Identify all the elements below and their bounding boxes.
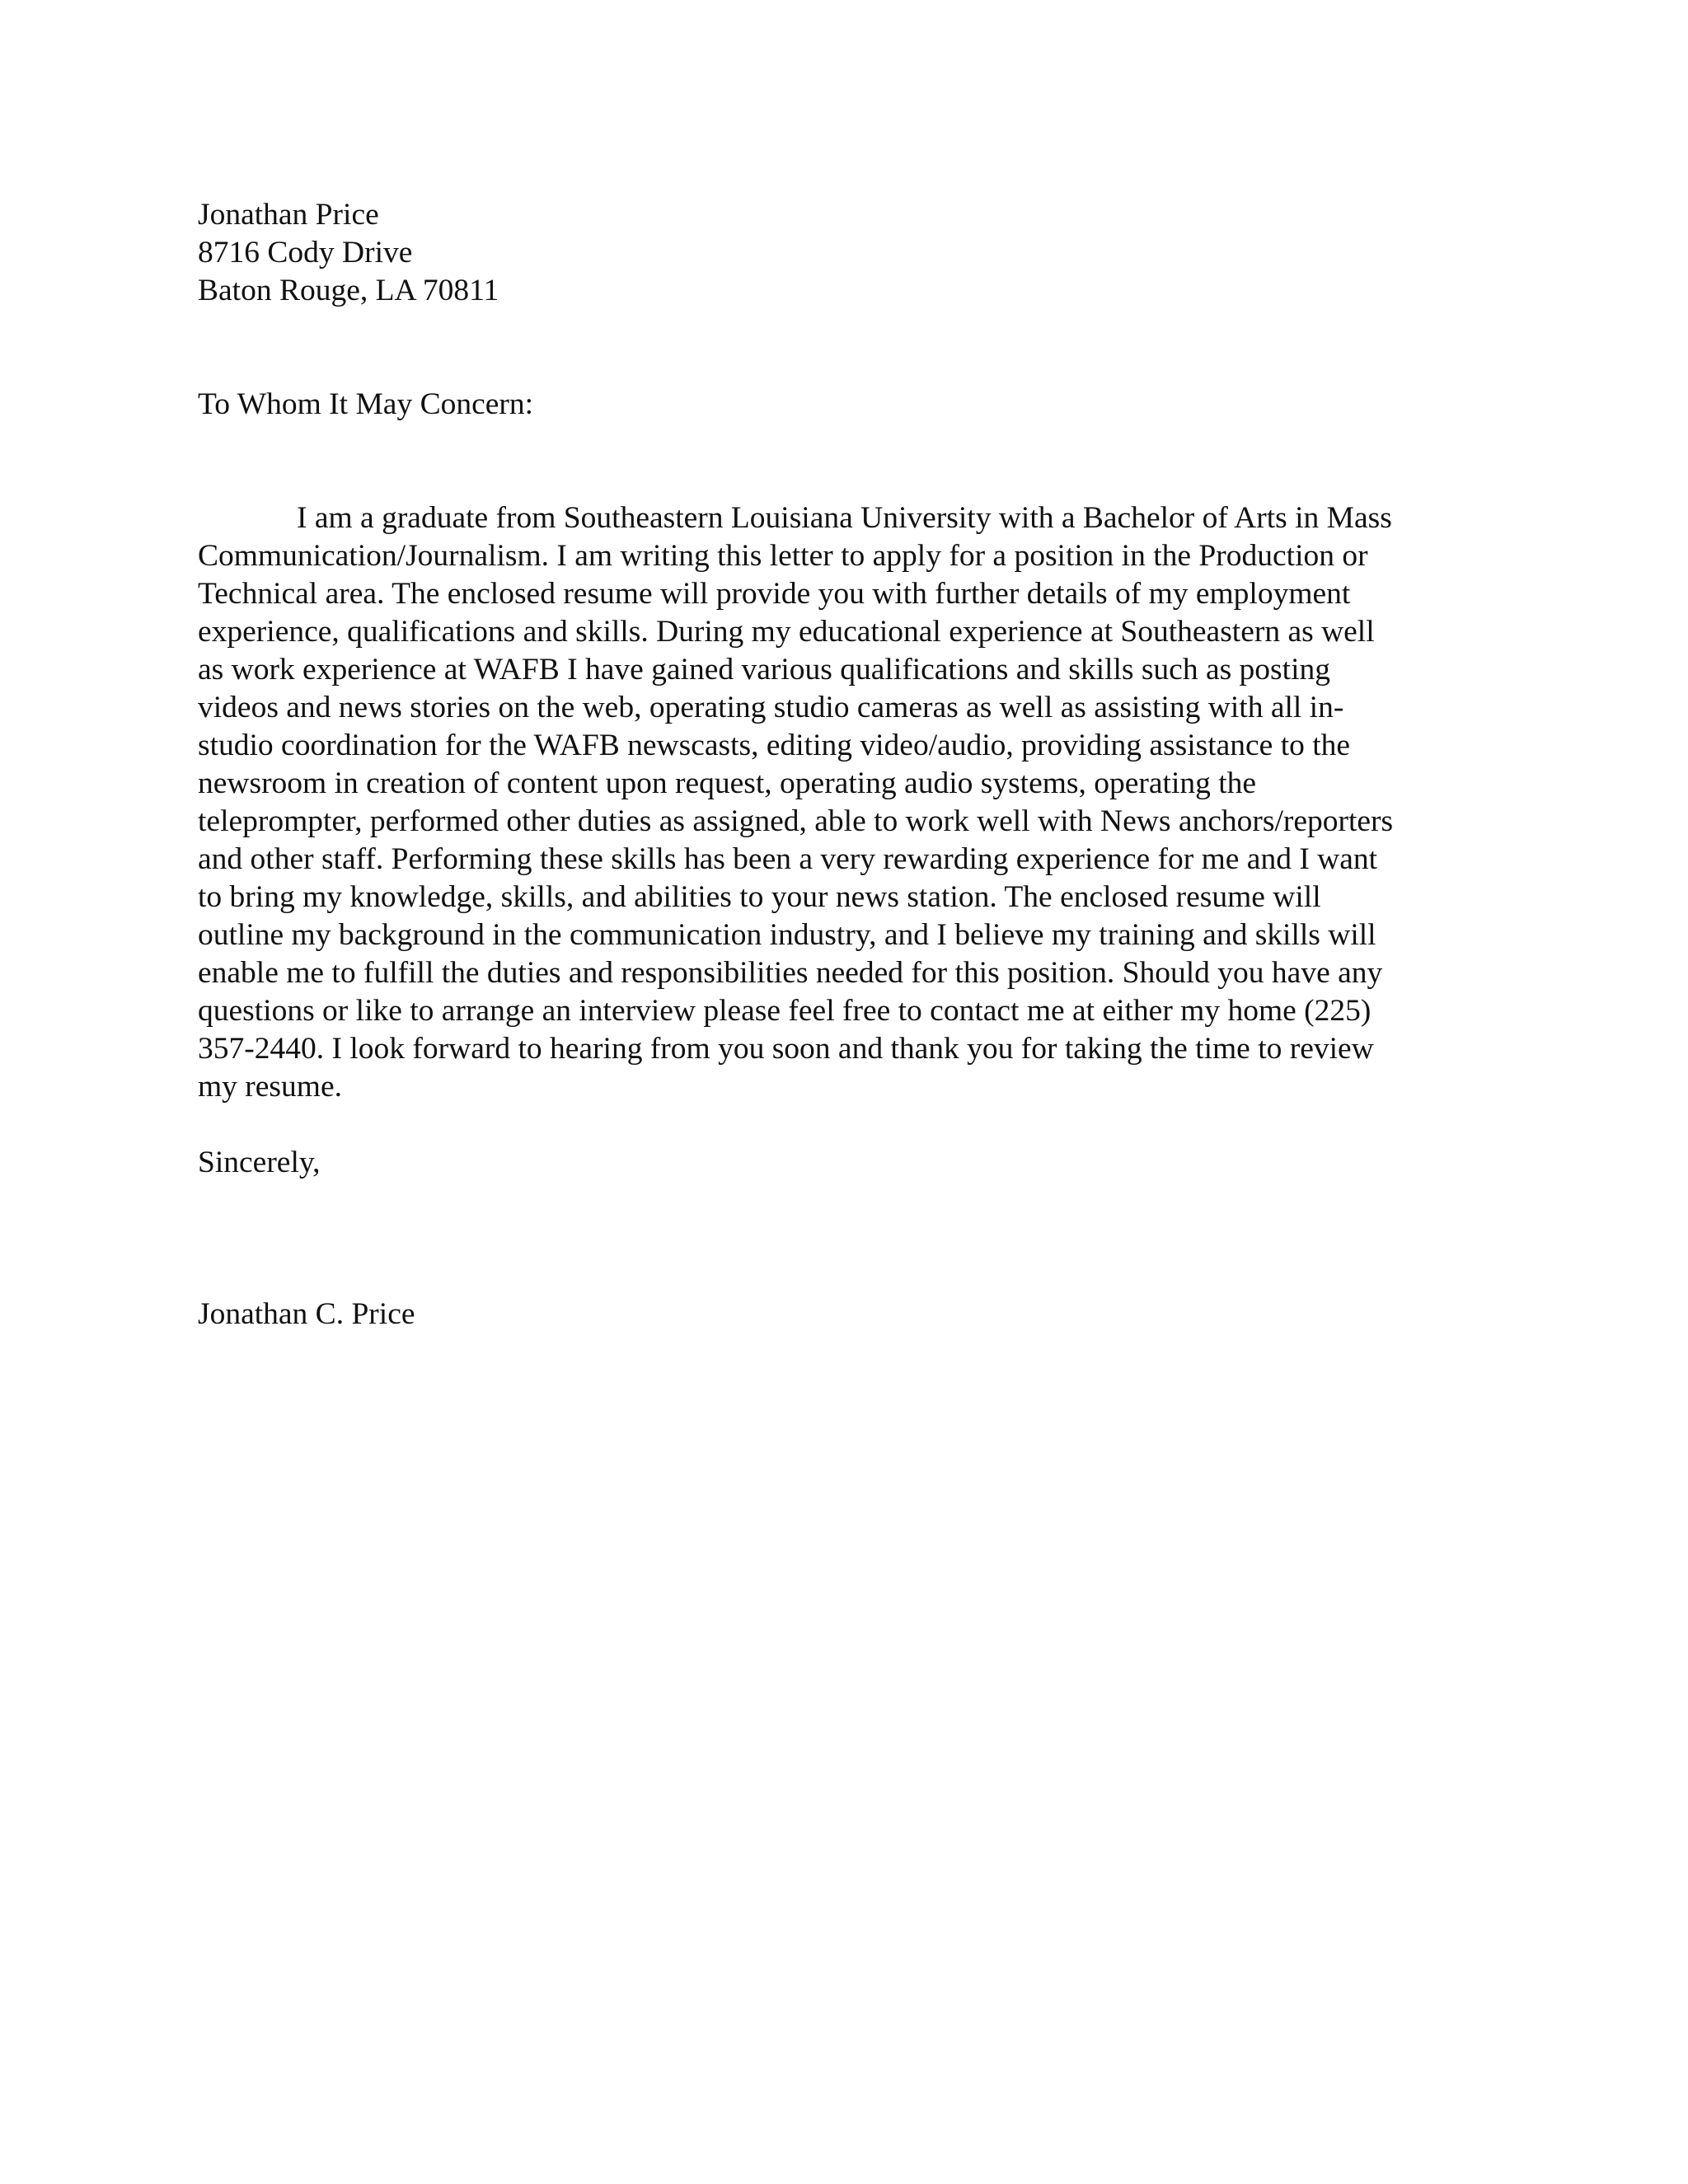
- sender-name: Jonathan Price: [198, 198, 379, 232]
- body-line: questions or like to arrange an interview please feel free to contact me at either my home (225): [198, 994, 1372, 1028]
- letter-body-paragraph: [198, 499, 1484, 1106]
- body-line: 357-2440. I look forward to hearing from you soon and thank you for taking the time to review: [198, 1032, 1374, 1066]
- body-line: and other staff. Performing these skills has been a very rewarding experience for me and I want: [198, 842, 1378, 876]
- body-line: my resume.: [198, 1070, 342, 1104]
- body-line: to bring my knowledge, skills, and abilities to your news station. The enclosed resume will: [198, 880, 1321, 914]
- closing: Sincerely,: [198, 1146, 321, 1179]
- body-line: studio coordination for the WAFB newscasts, editing video/audio, providing assistance to the: [198, 729, 1351, 762]
- body-line: Communication/Journalism. I am writing this letter to apply for a position in the Production or: [198, 539, 1368, 573]
- body-line: I am a graduate from Southeastern Louisiana University with a Bachelor of Arts in Mass: [297, 501, 1392, 535]
- body-line: Technical area. The enclosed resume will provide you with further details of my employment: [198, 577, 1351, 611]
- body-line: teleprompter, performed other duties as assigned, able to work well with News anchors/reporters: [198, 804, 1394, 838]
- body-line: experience, qualifications and skills. During my educational experience at Southeastern as well: [198, 615, 1375, 649]
- signature-name: Jonathan C. Price: [198, 1297, 415, 1331]
- sender-address-block: [198, 196, 1484, 310]
- salutation: To Whom It May Concern:: [198, 387, 534, 421]
- body-line: enable me to fulfill the duties and responsibilities needed for this position. Should you have any: [198, 956, 1383, 990]
- body-line: newsroom in creation of content upon request, operating audio systems, operating the: [198, 766, 1257, 800]
- letter: [198, 196, 1484, 1333]
- body-line: videos and news stories on the web, operating studio cameras as well as assisting with all in-: [198, 691, 1344, 724]
- body-line: as work experience at WAFB I have gained various qualifications and skills such as posting: [198, 653, 1330, 687]
- sender-street: 8716 Cody Drive: [198, 236, 413, 269]
- body-line: outline my background in the communication industry, and I believe my training and skills will: [198, 918, 1376, 952]
- sender-city-state-zip: Baton Rouge, LA 70811: [198, 274, 499, 307]
